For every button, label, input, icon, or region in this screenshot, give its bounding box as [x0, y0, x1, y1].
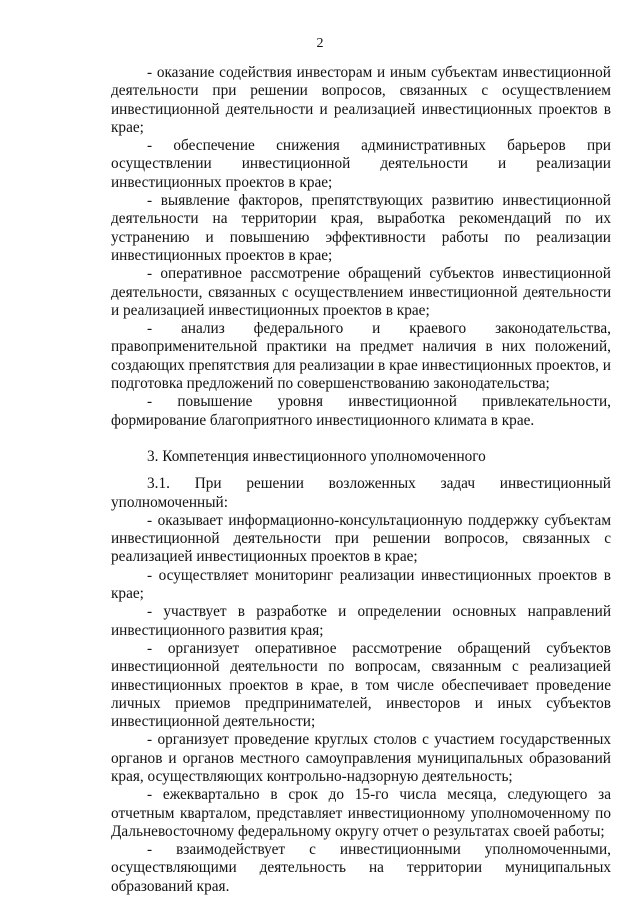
competence-item: - взаимодействует с инвестиционными уполномоченными, осуществляющими деятельность на территории муниципальных образований края.: [111, 841, 611, 895]
competence-item: - оказывает информационно-консультационную поддержку субъектам инвестиционной деятельности при решении вопросов, связанных с реализацией инвестиционных проектов в крае;: [111, 511, 611, 566]
task-item: - обеспечение снижения административных барьеров при осуществлении инвестиционной деятельности и реализации инвестиционных проектов в крае;: [111, 137, 611, 191]
page-number: 2: [316, 36, 324, 51]
competence-item: - организует проведение круглых столов с участием государственных органов и органов местного самоуправления муниципальных образований края, осуществляющих контрольно-надзорную деятельность;: [111, 731, 611, 785]
section-heading: 3. Компетенция инвестиционного уполномоченного: [147, 447, 486, 465]
document-body: [111, 64, 611, 896]
task-item: - оказание содействия инвесторам и иным субъектам инвестиционной деятельности при решении вопросов, связанных с осуществлением инвестиционной деятельности и реализацией инвестиционных проектов в крае;: [111, 64, 611, 136]
task-item: - повышение уровня инвестиционной привлекательности, формирование благоприятного инвестиционного климата в крае.: [111, 393, 611, 429]
competence-item: - участвует в разработке и определении основных направлений инвестиционного развития края;: [111, 603, 611, 639]
competence-item: - осуществляет мониторинг реализации инвестиционных проектов в крае;: [111, 566, 611, 603]
subsection-intro: 3.1. При решении возложенных задач инвестиционный уполномоченный:: [111, 475, 611, 511]
competence-item: - ежеквартально в срок до 15-го числа месяца, следующего за отчетным кварталом, представляет инвестиционному уполномоченному по Дальневосточному федеральному округу отчет о результатах своей работы;: [111, 786, 611, 840]
competence-item: - организует оперативное рассмотрение обращений субъектов инвестиционной деятельности по вопросам, связанным с реализацией инвестиционных проектов в крае, в том числе обеспечивает проведение личных приемов предпринимателей, инвесторов и иных субъектов инвестиционной деятельности;: [111, 639, 611, 731]
task-item: - анализ федерального и краевого законодательства, правоприменительной практики на предмет наличия в них положений, создающих препятствия для реализации в крае инвестиционных проектов, и подготовка предложений по совершенствованию законодательства;: [111, 320, 611, 393]
task-item: - оперативное рассмотрение обращений субъектов инвестиционной деятельности, связанных с осуществлением инвестиционной деятельности и реализацией инвестиционных проектов в крае;: [111, 265, 611, 319]
task-item: - выявление факторов, препятствующих развитию инвестиционной деятельности на территории края, выработка рекомендаций по их устранению и повышению эффективности работы по реализации инвестиционных проектов в крае;: [111, 192, 611, 264]
